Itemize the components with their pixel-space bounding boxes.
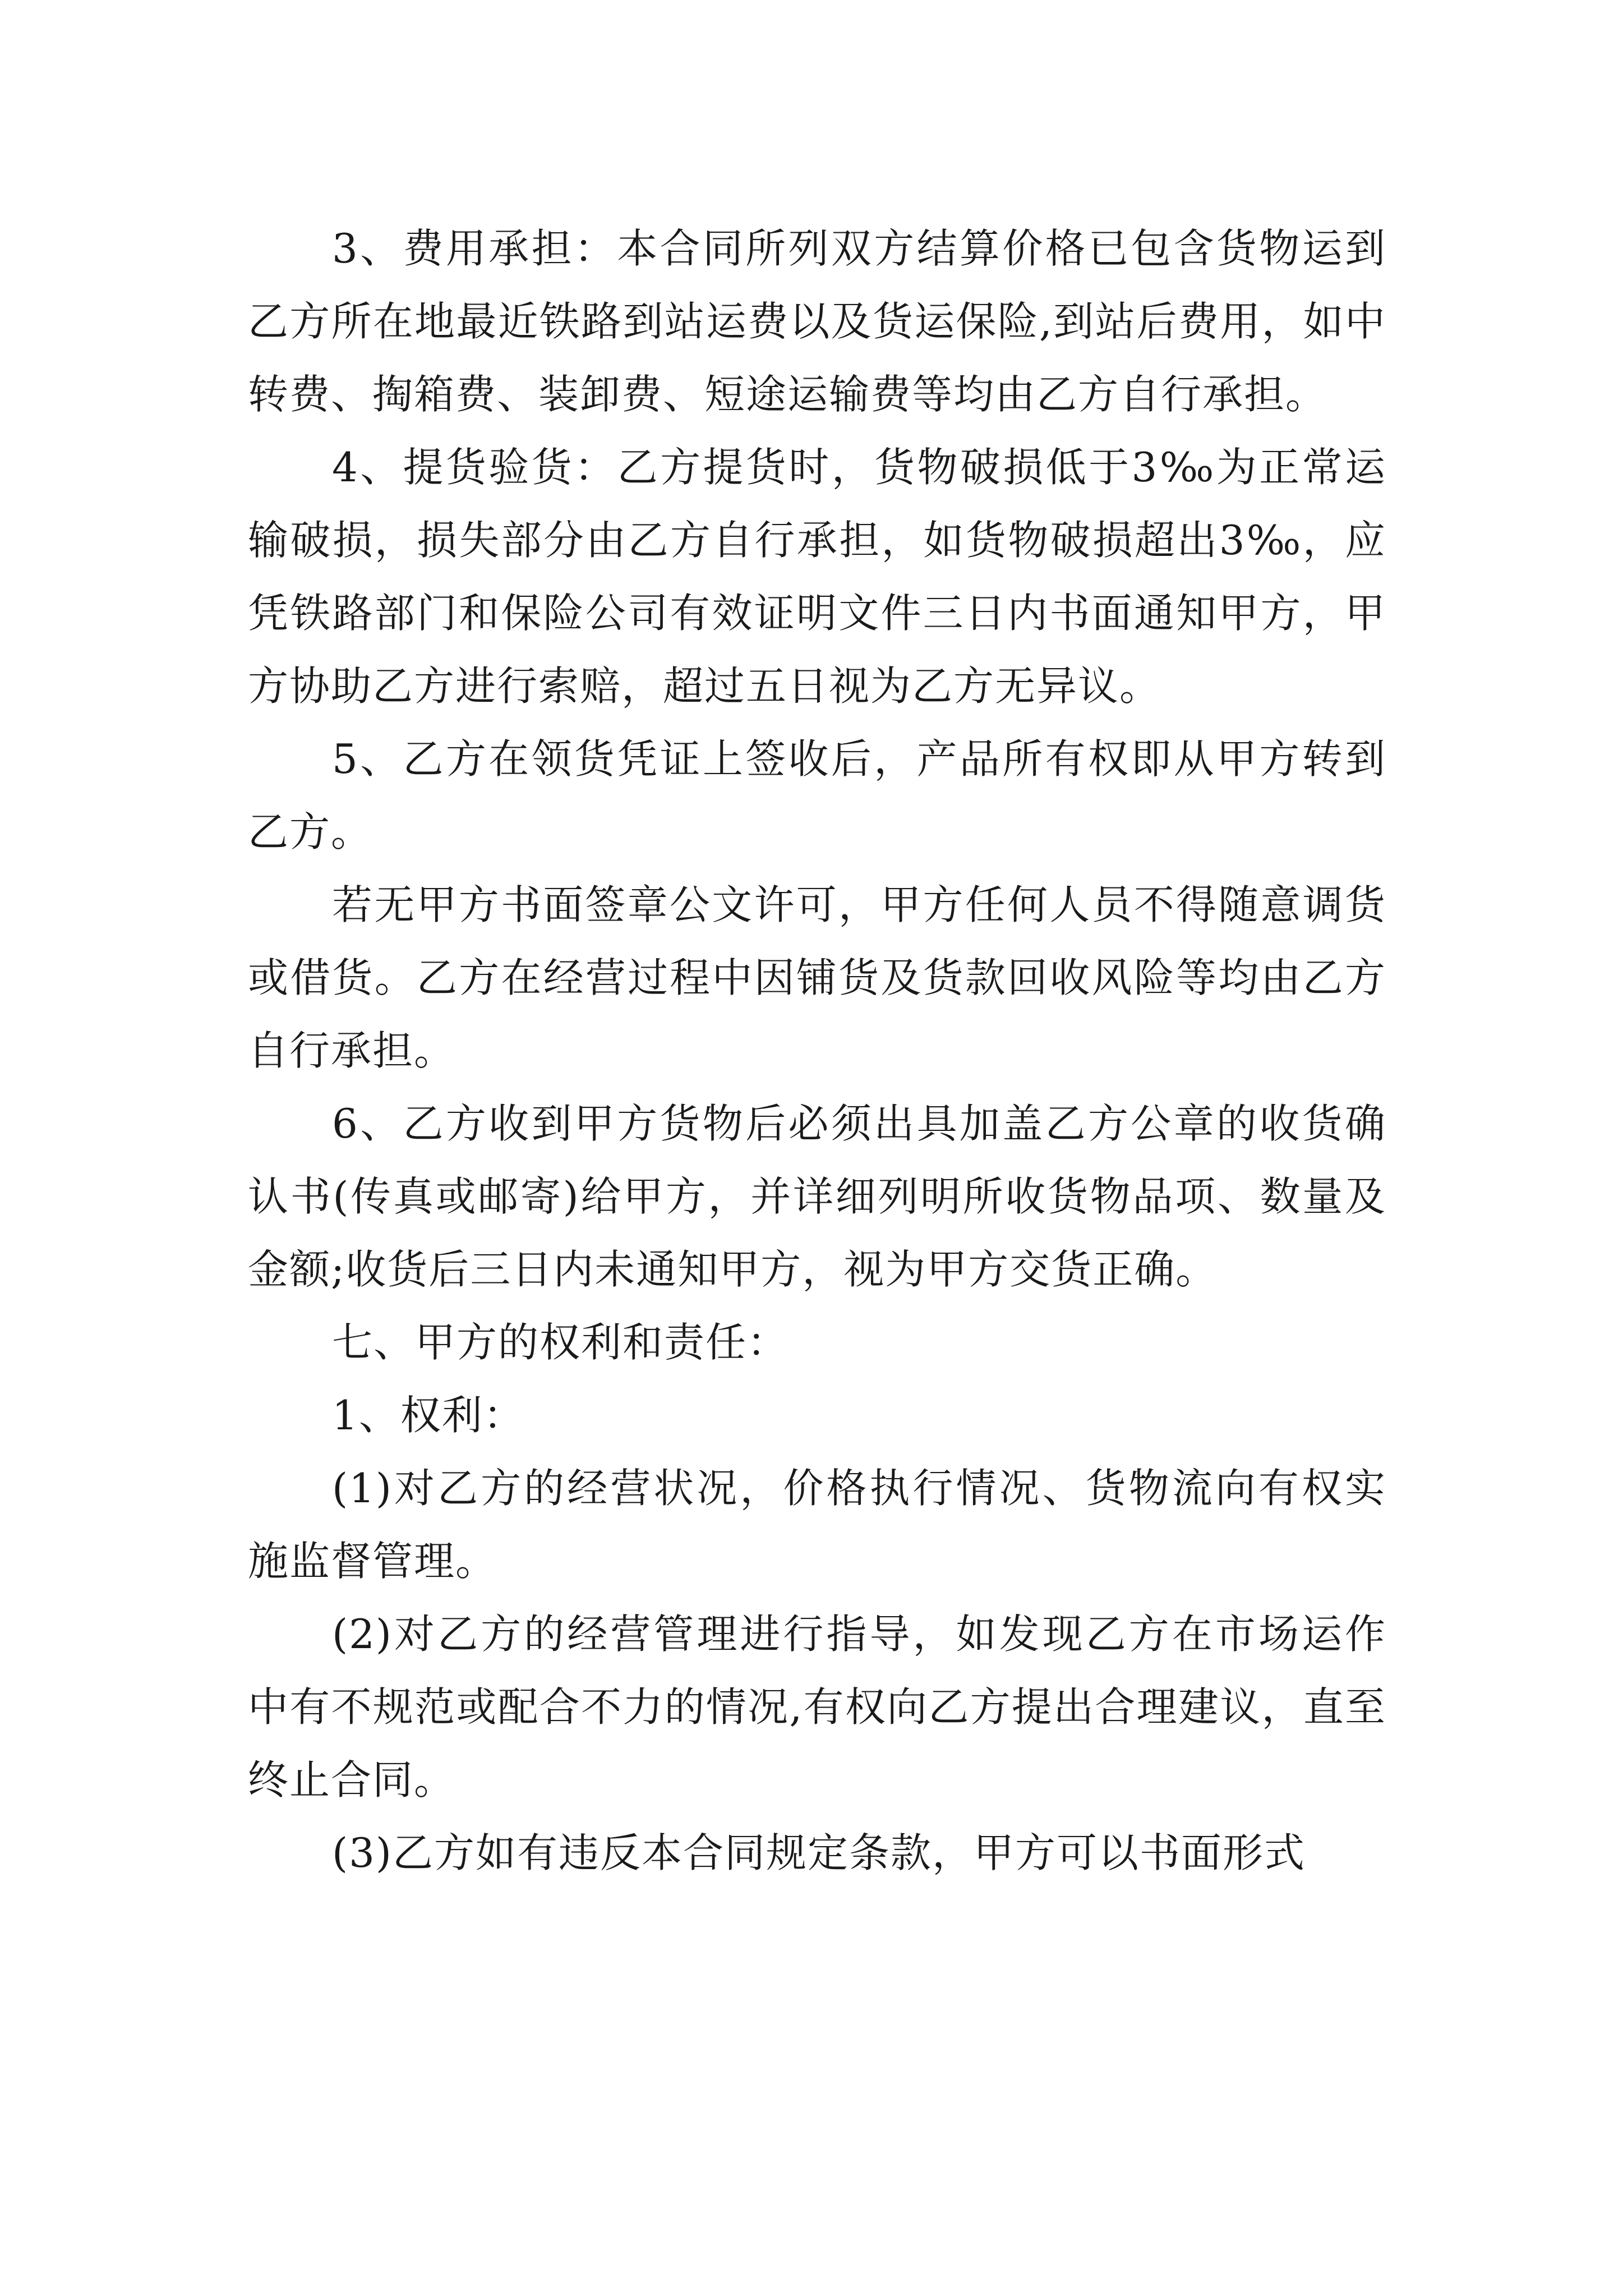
paragraph-right-1: (1)对乙方的经营状况，价格执行情况、货物流向有权实施监督管理。 <box>248 1465 1386 1585</box>
paragraph-right-3: (3)乙方如有违反本合同规定条款，甲方可以书面形式 <box>332 1829 1306 1876</box>
document-body <box>248 212 1386 1889</box>
paragraph-no-transfer-without-permit: 若无甲方书面签章公文许可，甲方任何人员不得随意调货或借货。乙方在经营过程中因铺货及货款回收风险等均由乙方自行承担。 <box>248 881 1386 1074</box>
paragraph-right-2: (2)对乙方的经营管理进行指导，如发现乙方在市场运作中有不规范或配合不力的情况,有权向乙方提出合理建议，直至终止合同。 <box>248 1611 1386 1803</box>
section-heading-party-a-rights: 七、甲方的权利和责任： <box>332 1319 789 1366</box>
subheading-rights: 1、权利： <box>332 1392 525 1439</box>
paragraph-receipt-confirmation: 6、乙方收到甲方货物后必须出具加盖乙方公章的收货确认书(传真或邮寄)给甲方，并详细列明所收货物品项、数量及金额;收货后三日内未通知甲方，视为甲方交货正确。 <box>248 1100 1386 1293</box>
paragraph-ownership-transfer: 5、乙方在领货凭证上签收后，产品所有权即从甲方转到乙方。 <box>248 735 1386 855</box>
paragraph-pickup-inspection: 4、提货验货：乙方提货时，货物破损低于3‰为正常运输破损，损失部分由乙方自行承担，如货物破损超出3‰，应凭铁路部门和保险公司有效证明文件三日内书面通知甲方，甲方协助乙方进行索赔，超过五日视为乙方无异议。 <box>248 444 1386 710</box>
paragraph-cost-bearing: 3、费用承担：本合同所列双方结算价格已包含货物运到乙方所在地最近铁路到站运费以及货运保险,到站后费用，如中转费、掏箱费、装卸费、短途运输费等均由乙方自行承担。 <box>248 225 1386 418</box>
